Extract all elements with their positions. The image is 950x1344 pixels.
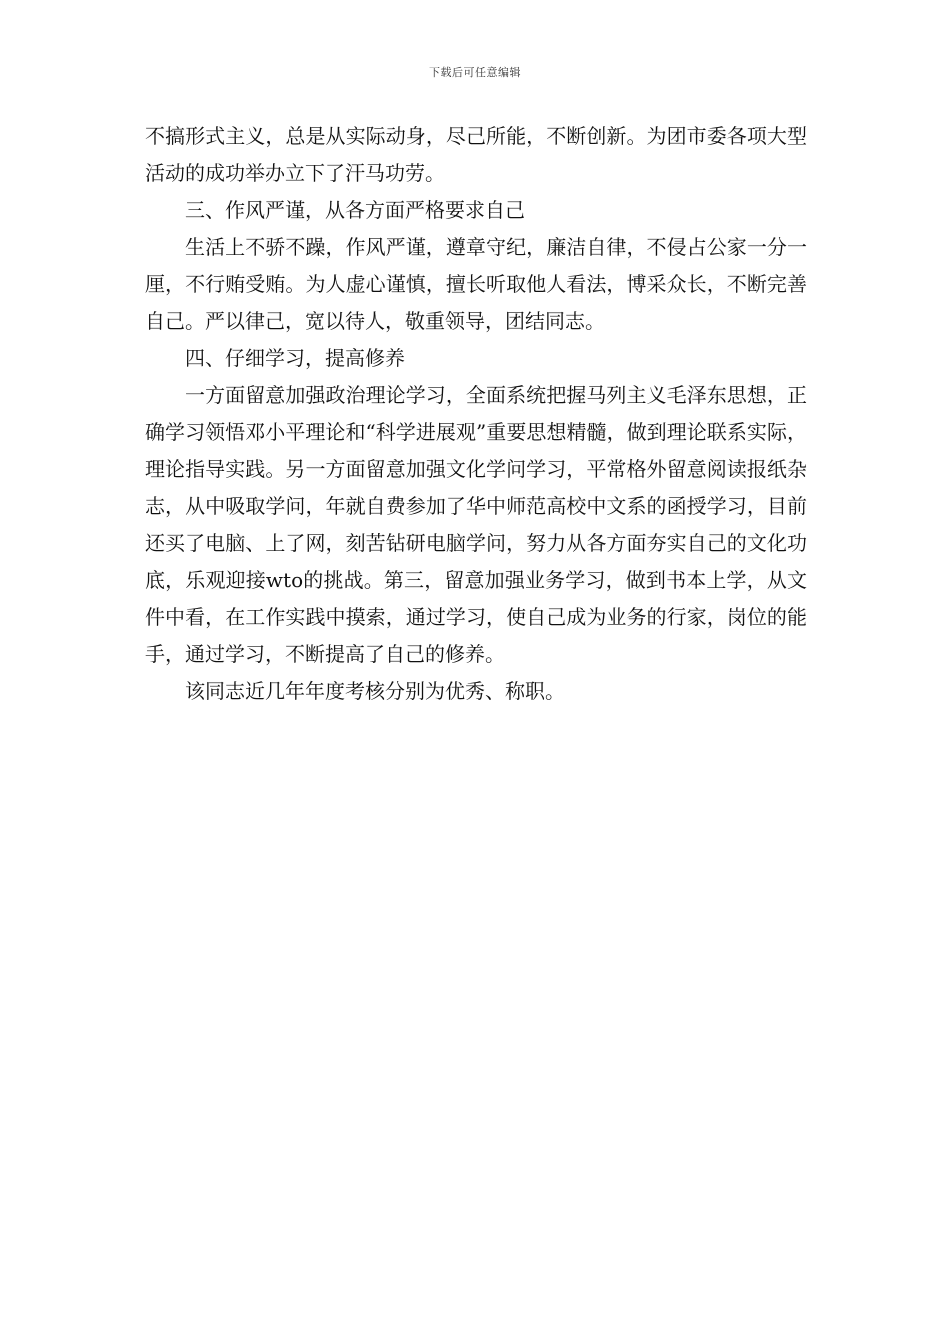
page-header: 下载后可任意编辑 xyxy=(429,66,521,79)
paragraph-assessment: 该同志近几年年度考核分别为优秀、称职。 xyxy=(185,679,565,703)
section-heading-4: 四、仔细学习，提高修养 xyxy=(185,346,405,370)
paragraph-continuation: 不搞形式主义，总是从实际动身，尽己所能，不断创新。为团市委各项大型活动的成功举办立下了汗马功劳。 xyxy=(145,124,807,185)
document-body xyxy=(145,118,807,710)
paragraph-study: 一方面留意加强政治理论学习，全面系统把握马列主义毛泽东思想，正确学习领悟邓小平理论和“科学进展观”重要思想精髓，做到理论联系实际，理论指导实践。另一方面留意加强文化学问学习，平常格外留意阅读报纸杂志，从中吸取学问，年就自费参加了华中师范高校中文系的函授学习，目前还买了电脑、上了网，刻苦钻研电脑学问，努力从各方面夯实自己的文化功底，乐观迎接wto的挑战。第三，留意加强业务学习，做到书本上学，从文件中看，在工作实践中摸索，通过学习，使自己成为业务的行家，岗位的能手，通过学习，不断提高了自己的修养。 xyxy=(145,383,807,666)
paragraph-work-style: 生活上不骄不躁，作风严谨，遵章守纪，廉洁自律，不侵占公家一分一厘，不行贿受贿。为人虚心谨慎，擅长听取他人看法，博采众长，不断完善自己。严以律己，宽以待人，敬重领导，团结同志。 xyxy=(145,235,807,333)
section-heading-3: 三、作风严谨，从各方面严格要求自己 xyxy=(185,198,525,222)
